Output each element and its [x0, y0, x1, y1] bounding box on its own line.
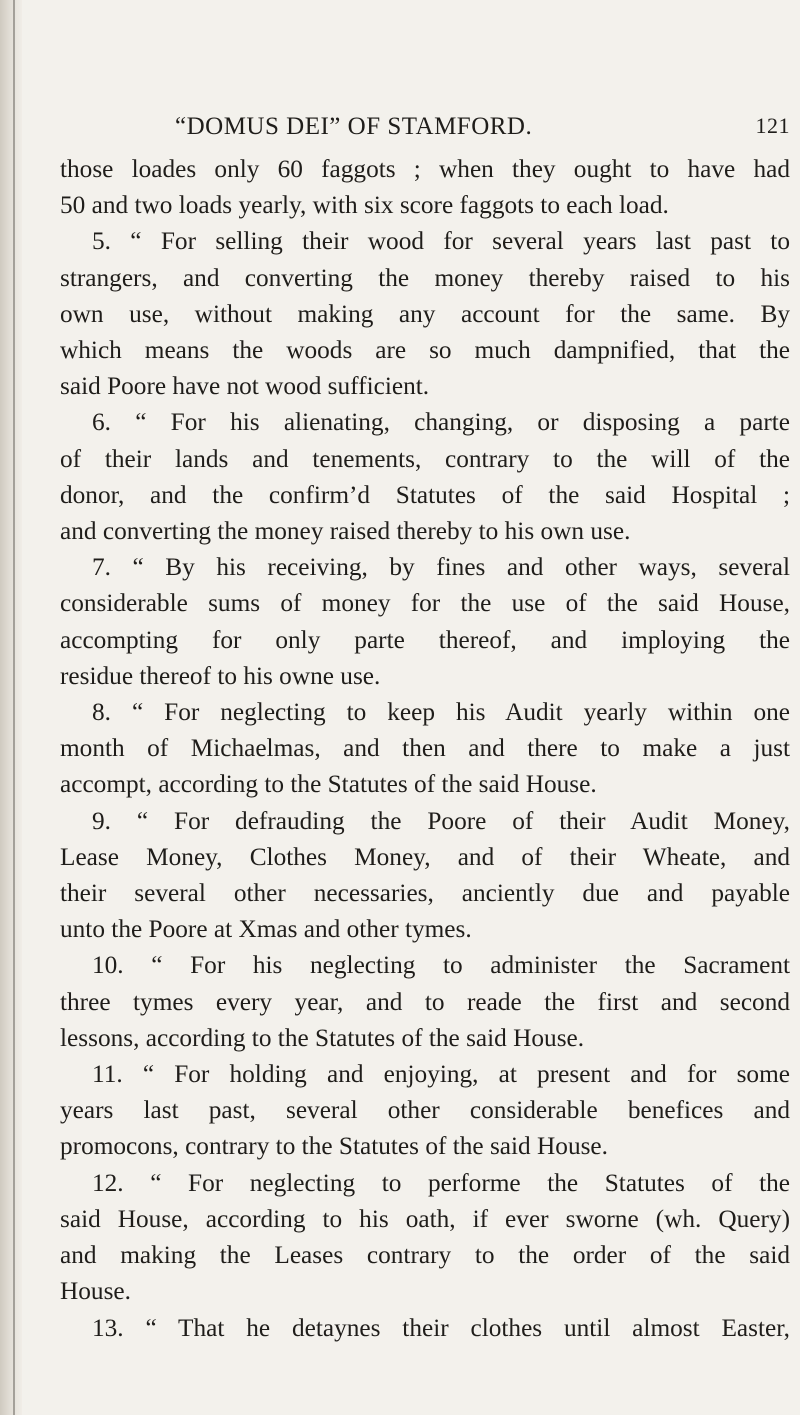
body-text: [60, 151, 790, 1346]
text-line: residue thereof to his owne use.: [60, 661, 381, 690]
text-line: unto the Poore at Xmas and other tymes.: [60, 915, 472, 944]
text-line: donor, and the confirm’d Statutes of the said Hospital ;: [60, 480, 790, 509]
text-line: their several other necessaries, anciently due and payable: [60, 879, 790, 908]
text-line: three tymes every year, and to reade the first and second: [60, 987, 790, 1016]
text-line: lessons, according to the Statutes of the said House.: [60, 1023, 585, 1052]
text-line: of their lands and tenements, contrary to the will of the: [60, 444, 790, 473]
text-line: Lease Money, Clothes Money, and of their Wheate, and: [60, 842, 790, 871]
text-line: 5. “ For selling their wood for several years last past to: [92, 227, 790, 256]
text-line: 11. “ For holding and enjoying, at present and for some: [92, 1060, 790, 1089]
text-line: 7. “ By his receiving, by fines and other ways, several: [92, 553, 790, 582]
text-line: 13. “ That he detaynes their clothes until almost Easter,: [92, 1313, 790, 1342]
text-line: said Poore have not wood sufficient.: [60, 372, 430, 401]
text-line: accompt, according to the Statutes of the said House.: [60, 770, 597, 799]
text-line: those loades only 60 faggots ; when they ought to have had: [60, 155, 790, 183]
text-line: and converting the money raised thereby to his own use.: [60, 517, 631, 546]
text-line: 8. “ For neglecting to keep his Audit yearly within one: [92, 698, 790, 727]
running-head: [60, 113, 790, 143]
text-line: and making the Leases contrary to the order of the said: [60, 1241, 790, 1270]
text-line: 10. “ For his neglecting to administer the Sacrament: [92, 951, 790, 980]
text-line: which means the woods are so much dampnified, that the: [60, 336, 790, 365]
text-line: own use, without making any account for the same. By: [60, 299, 790, 328]
text-line: 6. “ For his alienating, changing, or disposing a parte: [92, 408, 790, 437]
text-line: 50 and two loads yearly, with six score faggots to each load.: [60, 191, 669, 220]
text-line: 12. “ For neglecting to performe the Statutes of the: [92, 1168, 790, 1197]
text-line: years last past, several other considerable benefices and: [60, 1096, 790, 1125]
text-line: month of Michaelmas, and then and there to make a just: [60, 734, 790, 763]
text-line: House.: [60, 1277, 131, 1306]
page-number: 121: [755, 113, 790, 138]
text-line: promocons, contrary to the Statutes of the said House.: [60, 1132, 608, 1161]
text-line: 9. “ For defrauding the Poore of their Audit Money,: [92, 806, 790, 835]
running-head-title: “DOMUS DEI” OF STAMFORD.: [175, 113, 533, 140]
text-line: considerable sums of money for the use of the said House,: [60, 589, 790, 618]
binding-gutter: [0, 0, 22, 1415]
text-line: strangers, and converting the money thereby raised to his: [60, 263, 790, 292]
binding-edge-line: [13, 0, 15, 1415]
text-line: accompting for only parte thereof, and imploying the: [60, 625, 790, 654]
text-line: said House, according to his oath, if ever sworne (wh. Query): [60, 1204, 790, 1233]
